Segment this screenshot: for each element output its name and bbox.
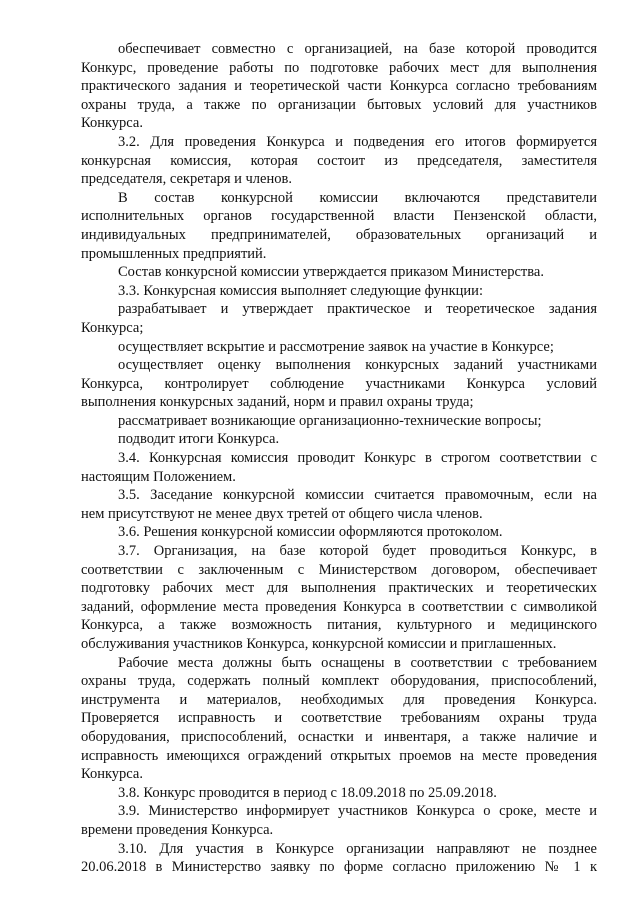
text-line: В состав конкурсной комиссии включаются представители — [118, 189, 597, 206]
paragraph — [81, 40, 597, 133]
text-line: Проверяется исправность и соответствие требованиям охраны труда — [81, 710, 597, 727]
text-line: Конкурса, а также возможность питания, культурного и медицинского — [81, 617, 597, 634]
text-line: индивидуальных предпринимателей, образовательных организаций и — [81, 226, 597, 243]
paragraph — [81, 356, 597, 412]
text-line: обслуживания участников Конкурса, конкурсной комиссии и приглашенных. — [81, 636, 557, 652]
paragraph — [81, 338, 597, 357]
paragraph — [81, 412, 597, 431]
paragraph — [81, 542, 597, 654]
text-line: 3.8. Конкурс проводится в период с 18.09.2018 по 25.09.2018. — [118, 784, 497, 801]
paragraph — [81, 802, 597, 839]
text-line: 3.3. Конкурсная комиссия выполняет следующие функции: — [118, 282, 483, 299]
text-line: подготовку рабочих мест для выполнения практических и теоретических — [81, 580, 597, 597]
text-line: инструмента и материалов, необходимых для проведения Конкурса. — [81, 691, 597, 708]
text-line: 3.9. Министерство информирует участников Конкурса о сроке, месте и — [118, 803, 597, 820]
text-line: Рабочие места должны быть оснащены в соответствии с требованием — [118, 654, 597, 671]
text-line: обеспечивает совместно с организацией, на базе которой проводится — [118, 41, 597, 57]
paragraph — [81, 449, 597, 486]
text-line: выполнения конкурсных заданий, норм и правил охраны труда; — [81, 394, 474, 411]
text-line: 3.7. Организация, на базе которой будет проводиться Конкурс, в — [118, 543, 597, 560]
text-line: подводит итоги Конкурса. — [118, 431, 280, 448]
text-line: времени проведения Конкурса. — [81, 821, 274, 838]
text-line: разрабатывает и утверждает практическое и теоретическое задания — [118, 301, 597, 318]
text-line: осуществляет вскрытие и рассмотрение заявок на участие в Конкурсе; — [118, 338, 554, 355]
text-line: промышленных предприятий. — [81, 245, 267, 262]
paragraph — [81, 523, 597, 542]
text-line: исполнительных органов государственной власти Пензенской области, — [81, 208, 597, 225]
text-line: исправность имеющихся ограждений открытых проемов на месте проведения — [81, 747, 597, 764]
text-line: Конкурса, контролирует соблюдение участниками Конкурса условий — [81, 375, 597, 392]
paragraph — [81, 189, 597, 263]
text-line: конкурсная комиссия, которая состоит из председателя, заместителя — [81, 152, 597, 169]
paragraph — [81, 133, 597, 189]
paragraph — [81, 784, 597, 803]
paragraph — [81, 263, 597, 282]
text-line: оборудования, приспособлений, оснастки и инвентаря, а также наличие и — [81, 728, 597, 745]
text-line: охраны труда, а также по организации бытовых условий для участников — [81, 96, 597, 113]
text-line: нем присутствуют не менее двух третей от общего числа членов. — [81, 505, 483, 522]
text-line: Конкурса; — [81, 319, 144, 336]
text-line: заданий, оформление места проведения Конкурса в соответствии с символикой — [81, 598, 597, 615]
text-line: Конкурса. — [81, 766, 143, 783]
text-line: 3.4. Конкурсная комиссия проводит Конкурс в строгом соответствии с — [118, 450, 597, 467]
text-line: председателя, секретаря и членов. — [81, 171, 292, 188]
text-line: 3.2. Для проведения Конкурса и подведения его итогов формируется — [118, 133, 597, 150]
text-line: Конкурс, проведение работы по подготовке рабочих мест для выполнения — [81, 59, 597, 76]
text-line: осуществляет оценку выполнения конкурсных заданий участниками — [118, 357, 597, 374]
paragraph — [81, 430, 597, 449]
paragraph — [81, 282, 597, 301]
paragraph — [81, 486, 597, 523]
text-line: 3.6. Решения конкурсной комиссии оформляются протоколом. — [118, 524, 503, 541]
paragraph — [81, 654, 597, 784]
text-line: 3.5. Заседание конкурсной комиссии считается правомочным, если на — [118, 487, 597, 504]
text-line: Состав конкурсной комиссии утверждается приказом Министерства. — [118, 264, 544, 281]
text-line: Конкурса. — [81, 115, 143, 132]
text-line: 20.06.2018 в Министерство заявку по форме согласно приложению № 1 к — [81, 859, 597, 876]
text-line: практического задания и теоретической части Конкурса согласно требованиям — [81, 78, 597, 95]
text-line: настоящим Положением. — [81, 468, 236, 485]
text-line: соответствии с заключенным с Министерством договором, обеспечивает — [81, 561, 597, 578]
text-line: охраны труда, содержать полный комплект оборудования, приспособлений, — [81, 673, 597, 690]
text-line: 3.10. Для участия в Конкурсе организации направляют не позднее — [118, 840, 597, 857]
text-line: рассматривает возникающие организационно-технические вопросы; — [118, 412, 542, 429]
paragraph — [81, 840, 597, 877]
paragraph — [81, 300, 597, 337]
